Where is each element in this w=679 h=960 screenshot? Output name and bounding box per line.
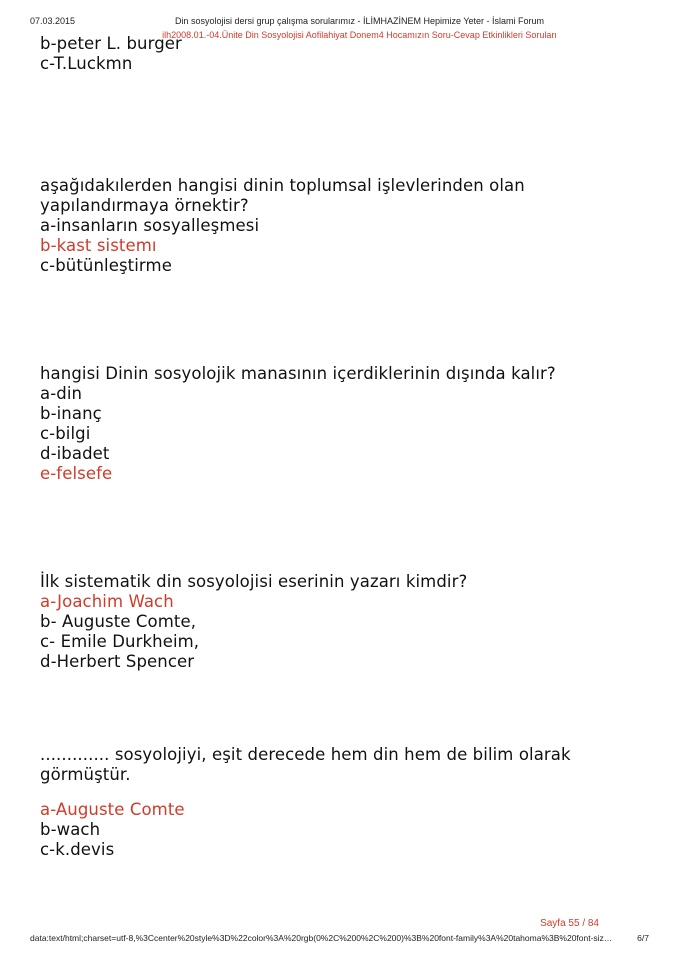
page-counter: Sayfa 55 / 84 [540,918,599,929]
q4-question-line1: ............. sosyolojiyi, eşit derecede hem din hem de bilim olarak [40,745,571,764]
q2-option-b: b-inanç [40,404,102,423]
q4-option-c: c-k.devis [40,840,115,859]
print-page-number: 6/7 [637,933,649,943]
q1-option-a: a-insanların sosyalleşmesi [40,216,260,235]
q3-option-d: d-Herbert Spencer [40,652,195,671]
q3-option-a-answer: a-Joachim Wach [40,592,174,611]
q1-question-line2: yapılandırmaya örnektir? [40,196,249,215]
q0-option-b: b-peter L. burger [40,34,182,53]
q2-question: hangisi Dinin sosyolojik manasının içerdiklerinin dışında kalır? [40,364,556,383]
q2-option-e-answer: e-felsefe [40,464,113,483]
q0-option-c: c-T.Luckmn [40,54,133,73]
q3-option-c: c- Emile Durkheim, [40,632,200,651]
page-subtitle-link[interactable]: ilh2008.01.-04.Ünite Din Sosyolojisi Aofilahiyat Donem4 Hocamızın Soru-Cevap Etkinlikleri Soruları [162,30,557,40]
q4-option-a-answer: a-Auguste Comte [40,800,185,819]
q4-option-b: b-wach [40,820,101,839]
q3-option-b: b- Auguste Comte, [40,612,197,631]
q1-option-c: c-bütünleştirme [40,256,172,275]
q2-option-c: c-bilgi [40,424,91,443]
q2-option-d: d-ibadet [40,444,110,463]
q1-option-b-answer: b-kast sistemı [40,236,157,255]
footer-url: data:text/html;charset=utf-8,%3Ccenter%20style%3D%22color%3A%20rgb(0%2C%200%2C%200)%3B%20font-family%3A%20tahoma%3B%20font-siz… [30,933,613,943]
q1-question-line1: aşağıdakılerden hangisi dinin toplumsal işlevlerinden olan [40,176,525,195]
q4-question-line2: görmüştür. [40,765,131,784]
page-title: Din sosyolojisi dersi grup çalışma sorularımız - İLİMHAZİNEM Hepimize Yeter - İslami Forum [174,16,545,26]
print-date: 07.03.2015 [30,16,76,26]
q2-option-a: a-din [40,384,83,403]
q3-question: İlk sistematik din sosyolojisi eserinin yazarı kimdir? [40,572,468,591]
